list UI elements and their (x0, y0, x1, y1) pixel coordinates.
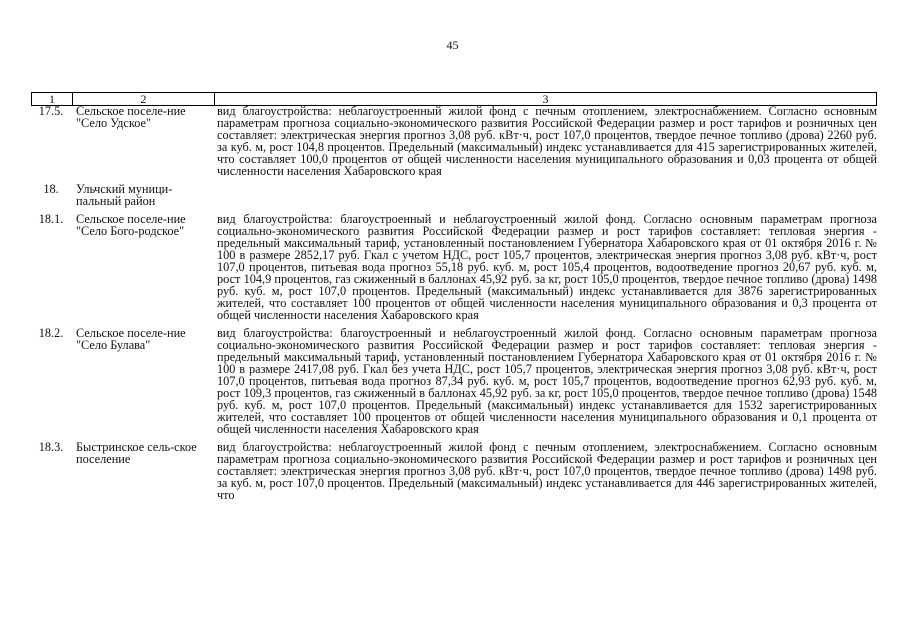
table-row (31, 441, 877, 501)
header-col-1: 1 (32, 93, 73, 106)
table-row (31, 183, 877, 207)
row-name: Ульчский муници-пальный район (76, 182, 173, 208)
row-number: 18.3. (38, 440, 64, 454)
row-name: Сельское поселе-ние "Село Бого-родское" (76, 212, 186, 238)
row-description (217, 183, 877, 207)
row-number: 18.1. (38, 212, 64, 226)
header-col-3: 3 (215, 93, 877, 106)
row-description: вид благоустройства: благоустроенный и неблагоустроенный жилой фонд. Согласно основным параметрам прогноза социально-экономического развития Российской Федерации размер и рост тарифов составляет: тепловая энергия - предельный максимальный тариф, установленный постановлением Губернатора Хабаровского края от 01 октября 2016 г. № 100 в размере 2852,17 руб. Гкал с учетом НДС, рост 105,7 процентов, электрическая энергия прогноз 3,08 руб. кВт·ч, рост 107,0 процентов, питьевая вода прогноз 55,18 руб. куб. м, рост 105,4 процентов, водоотведение прогноз 20,67 руб. куб. м, рост 104,9 процентов, газ сжиженный в баллонах 45,92 руб. за кг, рост 105,0 процентов, твердое печное топливо (дрова) 1498 руб. куб. м, рост 107,0 процентов. Предельный (максимальный) индекс устанавливается для 3876 зарегистрированных жителей, что составляет 100 процентов от общей численности населения муниципального образования и 0,3 процента от общей численности населения Хабаровского края (217, 212, 877, 322)
row-description: вид благоустройства: неблагоустроенный жилой фонд с печным отоплением, электроснабжением. Согласно основным параметрам прогноза социально-экономического развития Российской Федерации размер и рост тарифов и розничных цен составляет: электрическая энергия прогноз 3,08 руб. кВт·ч, рост 107,0 процентов, твердое печное топливо (дрова) 2260 руб. за куб. м, рост 104,8 процентов. Предельный (максимальный) индекс устанавливается для 415 зарегистрированных жителей, что составляет 100,0 процентов от общей численности населения муниципального образования и 0,03 процента от общей численности населения Хабаровского края (217, 104, 877, 178)
row-description: вид благоустройства: неблагоустроенный жилой фонд с печным отоплением, электроснабжением. Согласно основным параметрам прогноза социально-экономического развития Российской Федерации размер и рост тарифов и розничных цен составляет: электрическая энергия прогноз 3,08 руб. кВт·ч, рост 107,0 процентов, твердое печное топливо (дрова) 1498 руб. за куб. м, рост 107,0 процентов. Предельный (максимальный) индекс устанавливается для 446 зарегистрированных жителей, что (217, 440, 877, 502)
row-number: 18.2. (38, 326, 64, 340)
table-row (31, 105, 877, 177)
header-col-2: 2 (73, 93, 215, 106)
row-description: вид благоустройства: благоустроенный и неблагоустроенный жилой фонд. Согласно основным параметрам прогноза социально-экономического развития Российской Федерации размер и рост тарифов составляет: тепловая энергия - предельный максимальный тариф, установленный постановлением Губернатора Хабаровского края от 01 октября 2016 г. № 100 в размере 2417,08 руб. Гкал без учета НДС, рост 105,7 процентов, электрическая энергия прогноз 3,08 руб. кВт·ч, рост 107,0 процентов, питьевая вода прогноз 87,34 руб. куб. м, рост 105,7 процентов, водоотведение прогноз 62,93 руб. куб. м, рост 109,3 процентов, газ сжиженный в баллонах 45,92 руб. за кг, рост 105,0 процентов, твердое печное топливо (дрова) 1548 руб. куб. м, рост 107,0 процентов. Предельный (максимальный) индекс устанавливается для 1532 зарегистрированных жителей, что составляет 100 процентов от общей численности населения муниципального образования и 0,1 процента от общей численности населения Хабаровского края (217, 326, 877, 436)
page-number: 45 (446, 38, 459, 52)
row-name: Сельское поселе-ние "Село Удское" (76, 104, 186, 130)
row-name: Сельское поселе-ние "Село Булава" (76, 326, 186, 352)
row-number: 18. (43, 182, 59, 196)
table-body (31, 105, 877, 507)
row-number: 17.5. (38, 104, 64, 118)
table-row (31, 327, 877, 435)
row-name: Быстринское сель-ское поселение (76, 440, 197, 466)
table-row (31, 213, 877, 321)
